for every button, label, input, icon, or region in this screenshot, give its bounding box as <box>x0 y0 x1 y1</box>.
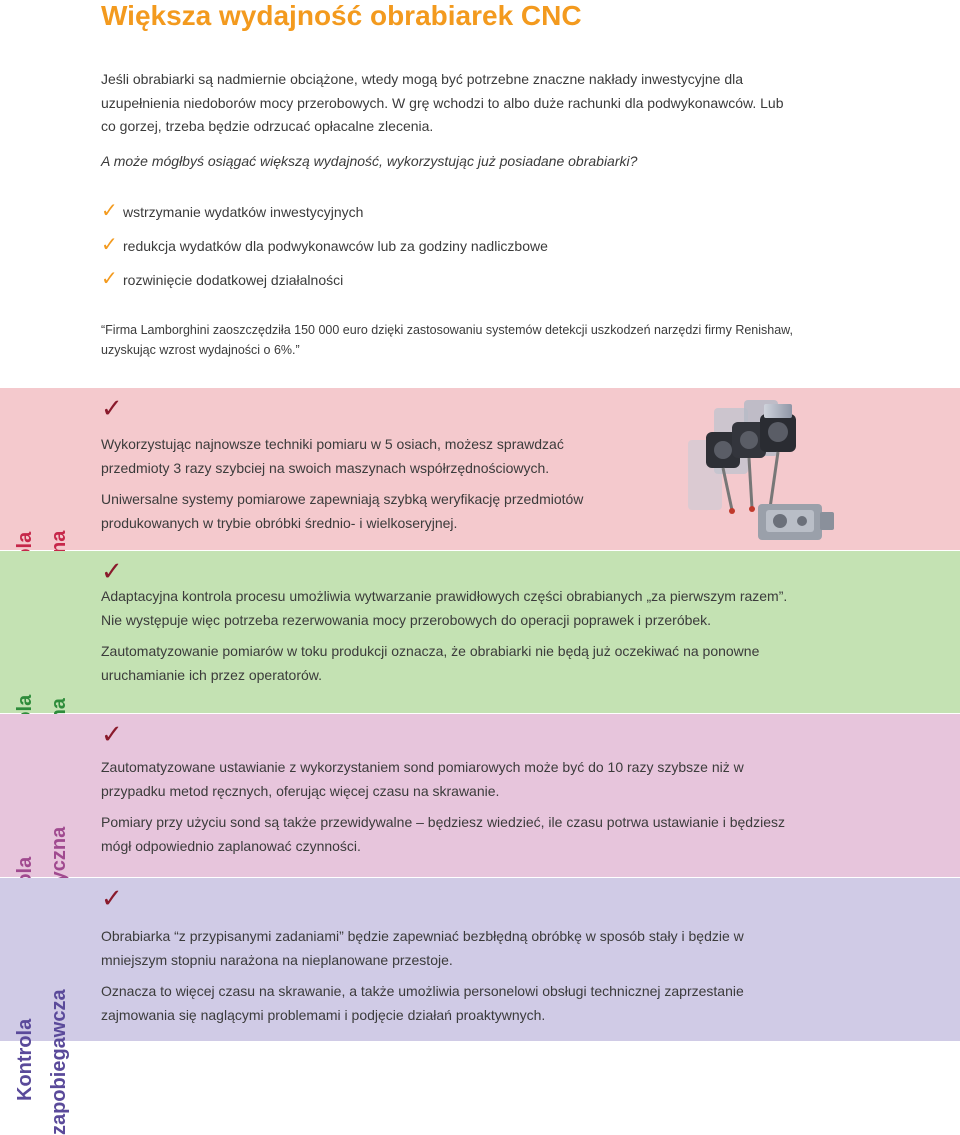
paragraph-line: przypadku metod ręcznych, oferując więcej czasu na skrawanie. <box>101 782 500 799</box>
check-icon: ✓ <box>101 232 118 256</box>
paragraph-line: zajmowania się naglącymi problemami i podjęcie działań proaktywnych. <box>101 1006 546 1023</box>
paragraph-line: mniejszym stopniu narażona na nieplanowane przestoje. <box>101 951 453 968</box>
paragraph-line: Adaptacyjna kontrola procesu umożliwia wytwarzanie prawidłowych części obrabianych „za pierwszym razem”. <box>101 588 788 604</box>
check-icon: ✓ <box>101 394 123 424</box>
bullet-item <box>101 200 363 220</box>
check-icon: ✓ <box>101 266 118 290</box>
label-word: zapobiegawcza <box>48 989 70 1135</box>
section-paragraph <box>101 640 836 687</box>
section-paragraph <box>101 925 836 972</box>
paragraph-line: Obrabiarka “z przypisanymi zadaniami” będzie zapewniać bezbłędną obróbkę w sposób stały i będzie w <box>101 928 744 944</box>
section-paragraph <box>101 585 836 632</box>
paragraph-line: przedmioty 3 razy szybciej na swoich maszynach współrzędnościowych. <box>101 459 550 476</box>
section-label <box>0 878 80 1135</box>
bullet-item <box>101 234 548 254</box>
check-icon: ✓ <box>101 557 123 587</box>
question-text: A może mógłbyś osiągać większą wydajność, wykorzystując już posiadane obrabiarki? <box>101 153 638 169</box>
intro-line: uzupełnienia niedoborów mocy przerobowych. W grę wchodzi to albo duże rachunki dla podwykonawców. Lub <box>101 94 784 111</box>
section-preventive-control <box>0 878 960 1135</box>
quote-line: uzyskując wzrost wydajności o 6%.” <box>101 343 300 357</box>
section-label <box>0 714 80 877</box>
intro-paragraph <box>101 68 841 139</box>
section-predictive-control <box>0 714 960 877</box>
measurement-probes-image <box>680 400 840 548</box>
section-active-control <box>0 551 960 713</box>
check-icon: ✓ <box>101 198 118 222</box>
page-title: Większa wydajność obrabiarek CNC <box>101 0 582 31</box>
section-paragraph <box>101 811 836 858</box>
paragraph-line: Oznacza to więcej czasu na skrawanie, a także umożliwia personelowi obsługi technicznej zaprzestanie <box>101 983 744 999</box>
check-icon: ✓ <box>101 720 123 750</box>
paragraph-line: Zautomatyzowane ustawianie z wykorzystaniem sond pomiarowych może być do 10 razy szybsze niż w <box>101 759 744 775</box>
section-label <box>0 388 80 550</box>
paragraph-line: uruchamianie ich przez operatorów. <box>101 666 323 683</box>
quote-line: “Firma Lamborghini zaoszczędziła 150 000 euro dzięki zastosowaniu systemów detekcji uszkodzeń narzędzi firmy Renishaw, <box>101 323 793 337</box>
intro-line: Jeśli obrabiarki są nadmiernie obciążone, wtedy mogą być potrzebne znaczne nakłady inwestycyjne dla <box>101 71 744 87</box>
paragraph-line: Uniwersalne systemy pomiarowe zapewniają szybką weryfikację przedmiotów <box>101 491 584 507</box>
bullet-text: redukcja wydatków dla podwykonawców lub za godziny nadliczbowe <box>123 238 548 254</box>
paragraph-line: Nie występuje więc potrzeba rezerwowania mocy przerobowych do operacji poprawek i przeróbek. <box>101 611 712 628</box>
label-word: Kontrola <box>14 1018 36 1101</box>
paragraph-line: Pomiary przy użyciu sond są także przewidywalne – będziesz wiedzieć, ile czasu potrwa ustawianie i będziesz <box>101 814 785 830</box>
bullet-item <box>101 268 343 288</box>
section-label <box>0 551 80 713</box>
paragraph-line: mógł odpowiednio zaplanować czynności. <box>101 837 361 854</box>
paragraph-line: Wykorzystując najnowsze techniki pomiaru w 5 osiach, możesz sprawdzać <box>101 436 564 452</box>
check-icon: ✓ <box>101 884 123 914</box>
bullet-text: wstrzymanie wydatków inwestycyjnych <box>123 204 364 220</box>
intro-line: co gorzej, trzeba będzie odrzucać opłacalne zlecenia. <box>101 118 434 134</box>
testimonial-quote <box>101 320 841 360</box>
section-paragraph <box>101 980 836 1027</box>
paragraph-line: produkowanych w trybie obróbki średnio- i wielkoseryjnej. <box>101 514 458 531</box>
section-paragraph <box>101 756 836 803</box>
bullet-text: rozwinięcie dodatkowej działalności <box>123 272 344 288</box>
section-label-text <box>12 989 72 1135</box>
paragraph-line: Zautomatyzowanie pomiarów w toku produkcji oznacza, że obrabiarki nie będą już oczekiwać na ponowne <box>101 643 760 659</box>
